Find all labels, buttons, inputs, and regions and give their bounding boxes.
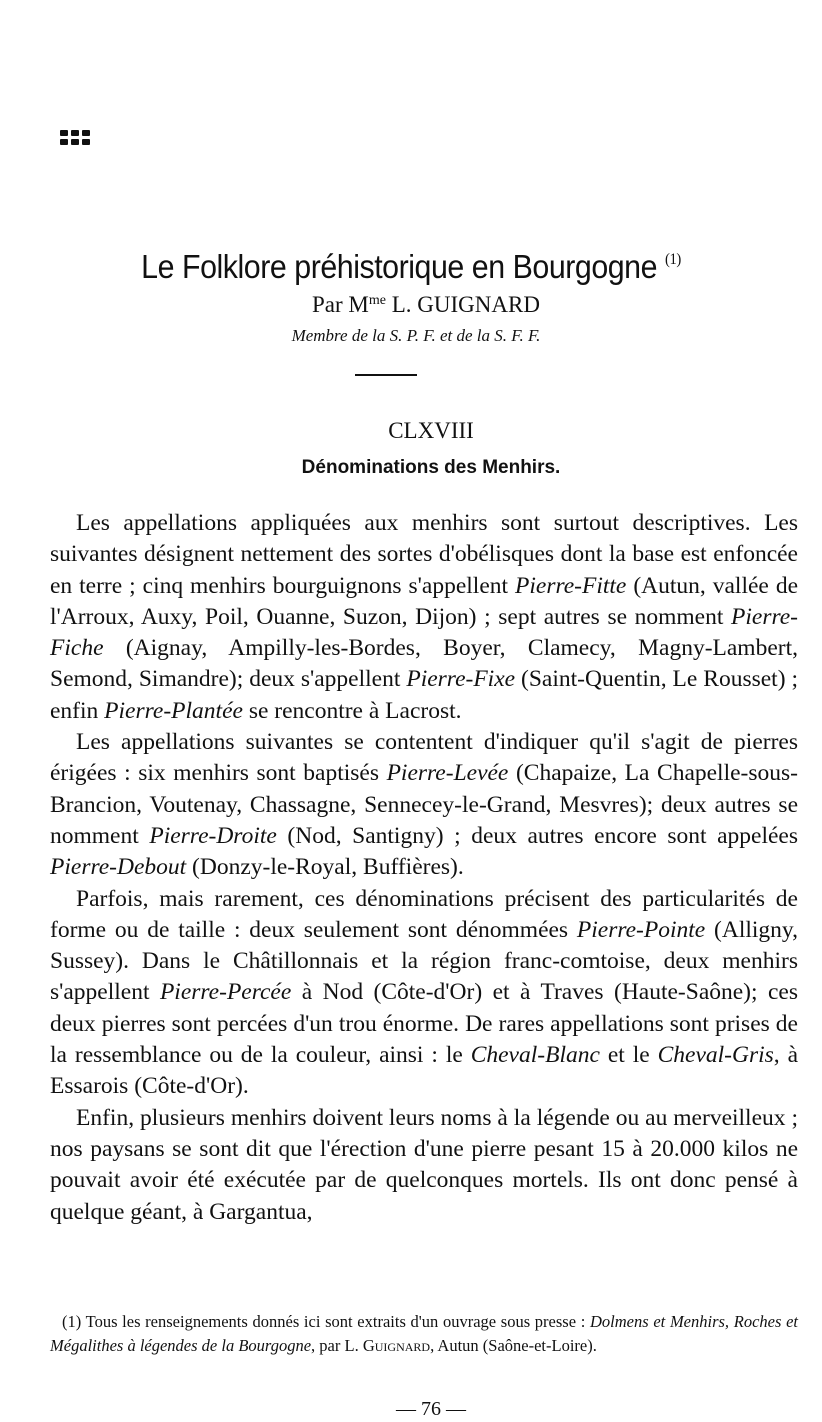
menhir-name: Pierre-Droite — [149, 822, 277, 849]
paragraph-text: et le — [599, 1042, 658, 1069]
paragraph-text: Les appellations suivantes se contentent d'indiquer qu'il s'agit de pierres érigées : six menhirs sont baptisés — [50, 729, 798, 787]
paragraph-text: (Alligny, Sussey). Dans le Châtillonnais et la région franc-comtoise, deux menhirs s'appellent — [50, 916, 799, 1006]
footnote-marker: (1) — [62, 1312, 82, 1331]
paragraph-text: Parfois, mais rarement, ces dénominations précisent des particularités de forme ou de taille : deux seulement sont dénommées — [50, 885, 798, 943]
article-title — [33, 248, 789, 286]
paragraph — [50, 727, 798, 883]
byline — [0, 292, 822, 318]
paragraph-text: à Nod (Côte-d'Or) et à Traves (Haute-Saône); ces deux pierres sont percées d'un trou énorme. De rares appellations sont prises de la ressemblance ou de la couleur, ainsi : le — [50, 979, 798, 1069]
footnote-text: Tous les renseignements donnés ici sont extraits d'un ouvrage sous presse : — [81, 1312, 590, 1331]
ornament-icon — [60, 130, 92, 148]
byline-prefix: Par M — [312, 292, 369, 317]
paragraph — [50, 884, 798, 1103]
menhir-name: Cheval-Blanc — [470, 1042, 600, 1069]
menhir-name: Pierre-Percée — [159, 979, 292, 1006]
footnote-text: , par L. — [311, 1336, 363, 1355]
footnote-author: Guignard — [362, 1336, 431, 1355]
paragraph — [50, 508, 798, 727]
paragraph-text: (Donzy-le-Royal, Buffières). — [186, 854, 464, 881]
paragraph — [50, 1103, 798, 1228]
book-title: Dolmens et Menhirs, Roches et Mégalithes à légendes de la Bourgogne — [50, 1312, 798, 1355]
menhir-name: Pierre-Debout — [50, 854, 187, 881]
title-text: Le Folklore préhistorique en Bourgogne — [141, 248, 658, 285]
divider — [355, 374, 417, 376]
body-text — [50, 508, 798, 1228]
section-number: CLXVIII — [388, 418, 474, 443]
menhir-name: Pierre-Fitte — [515, 572, 627, 599]
menhir-name: Pierre-Fiche — [50, 603, 798, 662]
footnote — [50, 1310, 798, 1358]
paragraph-text: (Autun, vallée de l'Arroux, Auxy, Poil, Ouanne, Suzon, Dijon) ; sept autres se nomment — [50, 572, 798, 630]
menhir-name: Pierre-Levée — [386, 760, 509, 787]
paragraph-text: (Aignay, Ampilly-les-Bordes, Boyer, Clamecy, Magny-Lambert, Semond, Simandre); deux s'appellent — [50, 635, 798, 693]
author-name: L. GUIGNARD — [386, 292, 540, 317]
footnote-text: , Autun (Saône-et-Loire). — [430, 1336, 597, 1355]
page-number: — 76 — — [396, 1398, 466, 1420]
menhir-name: Cheval-Gris — [657, 1042, 774, 1069]
author-membership: Membre de la S. P. F. et de la S. F. F. — [291, 326, 541, 345]
paragraph-text: Enfin, plusieurs menhirs doivent leurs noms à la légende ou au merveilleux ; nos paysans se sont dit que l'érection d'une pierre pesant 15 à 20.000 kilos ne pouvait avoir été exécutée par de quelconques mortels. Ils ont donc pensé à quelque géant, à Gargantua, — [50, 1104, 798, 1225]
paragraph-text: Les appellations appliquées aux menhirs sont surtout descriptives. Les suivantes désignent nettement des sortes d'obélisques dont la base est enfoncée en terre ; cinq menhirs bourguignons s'appellent — [50, 510, 798, 599]
menhir-name: Pierre-Fixe — [406, 666, 516, 693]
menhir-name: Pierre-Plantée — [104, 697, 243, 724]
paragraph-text: , à Essarois (Côte-d'Or). — [50, 1042, 799, 1100]
paragraph-text: se rencontre à Lacrost. — [242, 697, 462, 724]
paragraph-text: (Nod, Santigny) ; deux autres encore sont appelées — [276, 822, 798, 849]
menhir-name: Pierre-Pointe — [576, 916, 706, 943]
title-footnote-ref: (1) — [665, 251, 681, 268]
byline-sup: me — [368, 293, 386, 308]
paragraph-text: (Chapaize, La Chapelle-sous-Brancion, Voutenay, Chassagne, Sennecey-le-Grand, Mesvres); deux autres se nomment — [50, 760, 798, 849]
section-heading: Dénominations des Menhirs. — [301, 457, 561, 478]
paragraph-text: (Saint-Quentin, Le Rousset) ; enfin — [50, 666, 799, 724]
